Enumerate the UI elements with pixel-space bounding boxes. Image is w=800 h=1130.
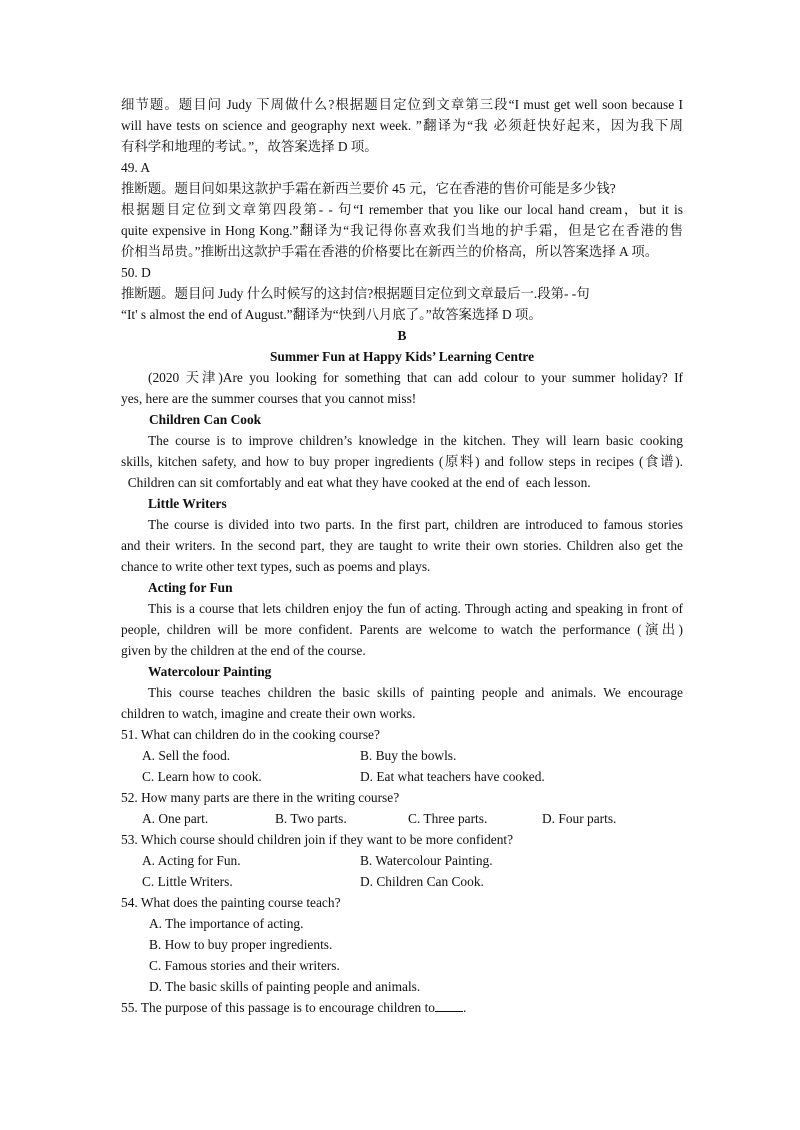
course-writers-line1: The course is divided into two parts. In the first part, children are introduced to famous stories bbox=[148, 517, 683, 532]
question-54-option-d: D. The basic skills of painting people and animals. bbox=[149, 979, 421, 994]
course-heading-writers: Little Writers bbox=[148, 496, 227, 511]
document-page bbox=[121, 94, 683, 1018]
question-53-option-c: C. Little Writers. bbox=[142, 874, 233, 889]
question-52-option-c: C. Three parts. bbox=[408, 811, 488, 826]
explanation-q49-line4: 价相当昂贵。”推断出这款护手霜在香港的价格要比在新西兰的价格高，所以答案选择 A 项。 bbox=[121, 244, 659, 259]
answer-blank bbox=[435, 998, 463, 1012]
explanation-q49-line3: quite expensive in Hong Kong.”翻译为“我记得你喜欢我们当地的护手霜，但是它在香港的售 bbox=[121, 223, 683, 238]
question-52-option-a: A. One part. bbox=[142, 811, 209, 826]
course-acting-line2: people, children will be more confident. Parents are welcome to watch the performance (演出) bbox=[121, 622, 683, 637]
question-51-options-row2 bbox=[121, 766, 683, 787]
explanation-q50-line2: “It' s almost the end of August.”翻译为“快到八月底了。”故答案选择 D 项。 bbox=[121, 307, 542, 322]
explanation-q48-line3: 有科学和地理的考试。”，故答案选择 D 项。 bbox=[121, 139, 378, 154]
course-cook-line2: skills, kitchen safety, and how to buy proper ingredients (原料) and follow steps in recipes (食谱). bbox=[121, 454, 683, 469]
question-55-stem: 55. The purpose of this passage is to encourage children to bbox=[121, 1000, 435, 1015]
question-55: 55. The purpose of this passage is to encourage children to . bbox=[121, 1000, 467, 1015]
explanation-q48-line2: will have tests on science and geography next week. ”翻译为“我 必须赶快好起来，因为我下周 bbox=[121, 118, 683, 133]
question-51-options-row1 bbox=[121, 745, 683, 766]
question-53-option-b: B. Watercolour Painting. bbox=[360, 853, 493, 868]
question-51-option-b: B. Buy the bowls. bbox=[360, 748, 457, 763]
question-52-stem: 52. How many parts are there in the writing course? bbox=[121, 790, 400, 805]
question-51-option-d: D. Eat what teachers have cooked. bbox=[360, 769, 545, 784]
question-53-options-row2 bbox=[121, 871, 683, 892]
course-painting-line1: This course teaches children the basic skills of painting people and animals. We encourage bbox=[148, 685, 683, 700]
question-54-option-c: C. Famous stories and their writers. bbox=[149, 958, 340, 973]
course-heading-acting: Acting for Fun bbox=[148, 580, 233, 595]
passage-intro-line2: yes, here are the summer courses that you cannot miss! bbox=[121, 391, 417, 406]
question-53-options-row1 bbox=[121, 850, 683, 871]
course-heading-cook: Children Can Cook bbox=[149, 412, 262, 427]
question-53-stem: 53. Which course should children join if they want to be more confident? bbox=[121, 832, 514, 847]
course-acting-line1: This is a course that lets children enjoy the fun of acting. Through acting and speaking in front of bbox=[148, 601, 683, 616]
passage-title: Summer Fun at Happy Kids’ Learning Centre bbox=[269, 349, 535, 364]
question-51-option-a: A. Sell the food. bbox=[142, 748, 231, 763]
question-54-option-b: B. How to buy proper ingredients. bbox=[149, 937, 333, 952]
course-cook-line1: The course is to improve children’s knowledge in the kitchen. They will learn basic cooking bbox=[148, 433, 683, 448]
course-acting-line3: given by the children at the end of the course. bbox=[121, 643, 366, 658]
section-letter: B bbox=[397, 328, 407, 343]
question-53-option-a: A. Acting for Fun. bbox=[142, 853, 241, 868]
question-52-option-b: B. Two parts. bbox=[275, 811, 347, 826]
question-54-option-a: A. The importance of acting. bbox=[149, 916, 304, 931]
passage-intro-line1: (2020 天津)Are you looking for something that can add colour to your summer holiday? If bbox=[148, 370, 683, 385]
question-51-stem: 51. What can children do in the cooking course? bbox=[121, 727, 380, 742]
answer-q50: 50. D bbox=[121, 265, 151, 280]
question-54-stem: 54. What does the painting course teach? bbox=[121, 895, 341, 910]
explanation-q49-line1: 推断题。题目问如果这款护手霜在新西兰要价 45 元，它在香港的售价可能是多少钱? bbox=[121, 181, 616, 196]
explanation-q48-line1: 细节题。题目问 Judy 下周做什么?根据题目定位到文章第三段“I must get well soon because I bbox=[121, 97, 683, 112]
course-writers-line2: and their writers. In the second part, they are taught to write their own stories. Children also get the bbox=[121, 538, 683, 553]
question-52-option-d: D. Four parts. bbox=[542, 811, 617, 826]
explanation-q49-line2: 根据题目定位到文章第四段第- - 句“I remember that you like our local hand cream，but it is bbox=[121, 202, 683, 217]
answer-q49: 49. A bbox=[121, 160, 151, 175]
course-heading-painting: Watercolour Painting bbox=[148, 664, 272, 679]
course-writers-line3: chance to write other text types, such as poems and plays. bbox=[121, 559, 431, 574]
question-53-option-d: D. Children Can Cook. bbox=[360, 874, 484, 889]
question-52-options-row bbox=[121, 808, 683, 829]
question-51-option-c: C. Learn how to cook. bbox=[142, 769, 262, 784]
explanation-q50-line1: 推断题。题目问 Judy 什么时候写的这封信?根据题目定位到文章最后一.段第- -句 bbox=[121, 286, 590, 301]
course-cook-line3: Children can sit comfortably and eat what they have cooked at the end of each lesson. bbox=[121, 475, 591, 490]
course-painting-line2: children to watch, imagine and create their own works. bbox=[121, 706, 416, 721]
